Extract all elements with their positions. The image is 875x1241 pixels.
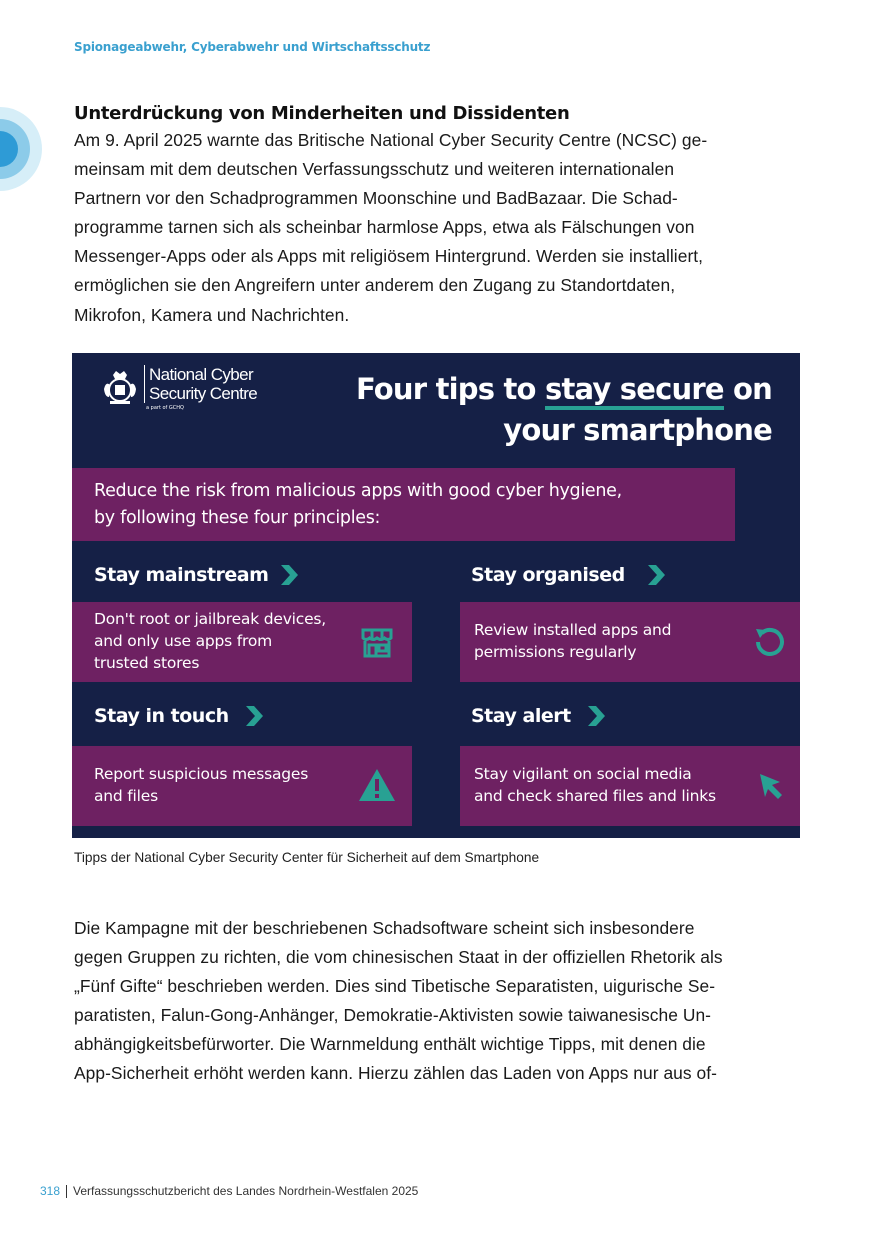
refresh-icon — [752, 625, 786, 659]
paragraph-line: paratisten, Falun-Gong-Anhänger, Demokratie-Aktivisten sowie taiwanesische Un- — [74, 1005, 712, 1026]
chevron-right-icon — [645, 564, 667, 586]
ncsc-infographic — [72, 353, 800, 838]
section-marker-icon — [0, 107, 42, 191]
paragraph-line: abhängigkeitsbefürworter. Die Warnmeldung enthält wichtige Tipps, mit denen die — [74, 1034, 706, 1055]
tip-line: and check shared files and links — [474, 787, 716, 805]
store-icon — [361, 626, 393, 658]
chevron-right-icon — [243, 705, 265, 727]
infographic-title — [356, 369, 772, 451]
paragraph-line: „Fünf Gifte“ beschrieben werden. Dies sind Tibetische Separatisten, uigurische Se- — [74, 976, 716, 997]
paragraph-line: Am 9. April 2025 warnte das Britische National Cyber Security Centre (NCSC) ge- — [74, 130, 708, 150]
warning-icon — [358, 768, 396, 802]
tip-line: and only use apps from — [94, 632, 273, 650]
body-paragraph — [74, 914, 804, 1089]
paragraph-line: Mikrofon, Kamera und Nachrichten. — [74, 304, 350, 325]
tip-heading-text: Stay organised — [471, 564, 625, 586]
tip-line: Stay vigilant on social media — [474, 765, 692, 783]
paragraph-line: App-Sicherheit erhöht werden kann. Hierzu zählen das Laden von Apps nur aus of- — [74, 1063, 717, 1084]
page-footer — [40, 1184, 418, 1198]
title-line: your smartphone — [503, 413, 772, 447]
logo-wordmark — [144, 365, 257, 403]
paragraph-line: Die Kampagne mit der beschriebenen Schadsoftware scheint sich insbesondere — [74, 918, 695, 938]
intro-band — [72, 468, 735, 541]
footer-title: Verfassungsschutzbericht des Landes Nordrhein-Westfalen 2025 — [73, 1184, 419, 1198]
logo-subtitle: a part of GCHQ — [146, 405, 184, 411]
title-part: on — [723, 372, 772, 406]
tip-line: Report suspicious messages — [94, 765, 309, 783]
intro-line: by following these four principles: — [94, 508, 381, 528]
tip-heading-stay-mainstream — [94, 564, 300, 586]
tip-box-stay-alert — [460, 746, 800, 826]
tip-box-stay-in-touch — [72, 746, 412, 826]
paragraph-line: Partnern vor den Schadprogrammen Moonschine und BadBazaar. Die Schad- — [74, 188, 678, 209]
ncsc-logo — [100, 365, 257, 407]
paragraph-line: ermöglichen sie den Angreifern unter anderem den Zugang zu Standortdaten, — [74, 275, 676, 296]
paragraph-line: meinsam mit dem deutschen Verfassungsschutz und weiteren internationalen — [74, 159, 675, 180]
chevron-right-icon — [278, 564, 300, 586]
tip-heading-text: Stay alert — [471, 705, 571, 727]
tip-line: trusted stores — [94, 654, 200, 672]
tip-heading-stay-organised — [471, 564, 667, 586]
chevron-right-icon — [585, 705, 607, 727]
paragraph-line: programme tarnen sich als scheinbar harmlose Apps, etwa als Fälschungen von — [74, 217, 695, 238]
cursor-icon — [758, 772, 784, 800]
figure-caption: Tipps der National Cyber Security Center für Sicherheit auf dem Smartphone — [74, 850, 540, 865]
title-part: Four tips to — [355, 372, 545, 406]
tip-line: Don't root or jailbreak devices, — [94, 610, 327, 628]
tip-heading-text: Stay mainstream — [94, 564, 269, 586]
tip-box-stay-mainstream — [72, 602, 412, 682]
paragraph-line: Messenger-Apps oder als Apps mit religiösem Hintergrund. Werden sie installiert, — [74, 246, 704, 267]
title-highlight: stay secure — [545, 372, 724, 410]
tip-heading-text: Stay in touch — [94, 705, 229, 727]
tip-heading-stay-alert — [471, 705, 607, 727]
paragraph — [74, 914, 804, 1089]
logo-line: National Cyber — [149, 365, 254, 384]
tip-line: permissions regularly — [474, 643, 637, 661]
tip-heading-stay-in-touch — [94, 705, 265, 727]
footer-divider — [66, 1185, 67, 1198]
logo-line: Security Centre — [149, 384, 258, 403]
tip-line: Review installed apps and — [474, 621, 672, 639]
tip-box-stay-organised — [460, 602, 800, 682]
intro-line: Reduce the risk from malicious apps with good cyber hygiene, — [94, 481, 622, 501]
section-heading: Unterdrückung von Minderheiten und Dissidenten — [74, 103, 570, 124]
paragraph-line: gegen Gruppen zu richten, die vom chinesischen Staat in der offiziellen Rhetorik als — [74, 947, 723, 968]
tip-line: and files — [94, 787, 158, 805]
page-number: 318 — [40, 1184, 61, 1198]
section-paragraph — [74, 126, 804, 330]
section — [74, 101, 804, 330]
running-header: Spionageabwehr, Cyberabwehr und Wirtschaftsschutz — [74, 40, 431, 54]
royal-crest-icon — [100, 367, 140, 407]
